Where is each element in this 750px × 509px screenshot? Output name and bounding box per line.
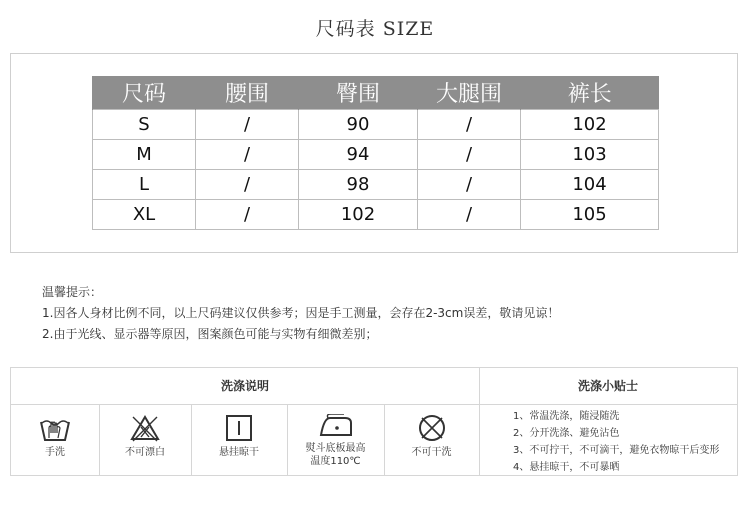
table-cell: 94 [299,140,418,170]
table-cell: / [196,140,299,170]
wash-symbol-hang-dry [191,404,287,476]
wash-symbol-label: 不可漂白 [125,447,165,458]
iron-icon [318,414,354,438]
table-cell: 90 [299,110,418,140]
wash-tip-item: 3、不可拧干，不可滴干，避免衣物晾干后变形 [513,445,720,456]
size-chart-frame [10,53,738,253]
table-cell: / [418,170,521,200]
table-cell: L [93,170,196,200]
table-row [93,110,659,140]
table-row [93,170,659,200]
table-cell: / [196,110,299,140]
table-cell: 102 [299,200,418,230]
table-row [93,140,659,170]
table-cell: 98 [299,170,418,200]
wash-instructions-title: 洗涤说明 [11,368,479,405]
column-header: 裤长 [521,76,659,110]
wash-tips-title: 洗涤小贴士 [479,368,737,405]
wash-symbol-iron [287,404,384,476]
size-table-header [93,76,659,110]
wash-symbol-label: 不可干洗 [411,447,452,458]
wash-symbol-label-line: 温度110℃ [310,456,361,467]
wash-symbol-no-dry [384,404,479,476]
table-cell: S [93,110,196,140]
column-header: 臀围 [299,76,418,110]
notes-section [42,282,559,345]
wash-tip-item: 4、悬挂晾干，不可暴晒 [513,462,620,473]
hang-dry-icon [223,414,255,442]
notes-heading: 温馨提示： [42,285,103,299]
table-cell: / [418,200,521,230]
note-item: 1.因各人身材比例不同，以上尺码建议仅供参考；因是手工测量，会存在2-3cm误差，敬请见谅！ [42,306,560,320]
wash-tip-item: 1、常温洗涤，随浸随洗 [513,411,620,422]
wash-tips-list [513,408,719,476]
column-header: 尺码 [93,76,196,110]
wash-care-table [10,367,738,476]
page-title: 尺码表 SIZE [315,18,435,40]
size-table [92,76,659,230]
table-cell: 105 [521,200,659,230]
table-cell: 104 [521,170,659,200]
table-cell: M [93,140,196,170]
divider [479,368,480,475]
column-header: 大腿围 [418,76,521,110]
table-cell: / [418,110,521,140]
wash-symbol-hand-wash [11,404,99,476]
wash-symbol-no-bleach [99,404,191,476]
table-row [93,200,659,230]
table-cell: 103 [521,140,659,170]
table-cell: / [196,200,299,230]
table-cell: 102 [521,110,659,140]
column-header: 腰围 [196,76,299,110]
wash-tip-item: 2、分开洗涤、避免沾色 [513,428,620,439]
no-bleach-icon [129,414,161,442]
table-cell: XL [93,200,196,230]
wash-symbol-label: 悬挂晾干 [219,447,259,458]
no-tumble-dry-icon [416,414,448,442]
wash-symbol-label [287,442,384,468]
hand-wash-icon [39,414,71,442]
wash-symbol-label-line: 熨斗底板最高 [305,443,366,454]
wash-symbol-label: 手洗 [45,447,65,458]
note-item: 2.由于光线、显示器等原因，图案颜色可能与实物有细微差别； [42,327,378,341]
table-cell: / [418,140,521,170]
table-cell: / [196,170,299,200]
